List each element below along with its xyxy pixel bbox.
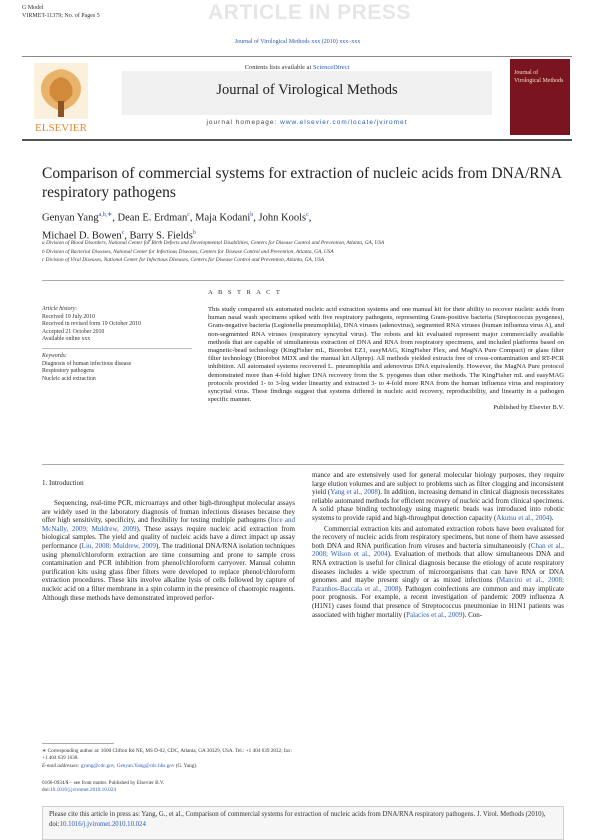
keyword-item: Nucleic acid extraction [42, 375, 96, 382]
affiliation-c: c Division of Viral Diseases, National Center for Infectious Diseases, Centers for Disease Control and Prevention, Atlanta, GA, USA [42, 257, 325, 263]
publisher-note: Published by Elsevier B.V. [493, 404, 564, 412]
section-heading-introduction: 1. Introduction [42, 479, 84, 487]
author-separator: , [124, 230, 130, 241]
text-run: ). Evaluation of methods that allow simultaneous DNA and RNA extraction is useful for clinical diagnosis because the etiology of acute respiratory diseases includes a wide spectrum of microorganisms that can have RNA or DNA genomes and maybe present singly or as mixed infections ( [312, 550, 564, 585]
citation-link[interactable]: Mancini et al., 2008; Paranhos-Baccala et al., 2008 [312, 576, 564, 593]
keyword-item: Diagnosis of human infectious disease [42, 360, 132, 367]
citation-link[interactable]: Ince and McNally, 2009; Muldrew, 2009 [42, 516, 295, 533]
author-affiliation-marker[interactable]: b [192, 229, 196, 236]
gmodel-label: G Model [22, 5, 44, 11]
affiliation-b: b Division of Bacterial Diseases, National Center for Infectious Diseases, Centers for Disease Control and Prevention, Atlanta, GA, USA [42, 248, 334, 255]
article-title: Comparison of commercial systems for extraction of nucleic acids from DNA/RNA respiratory pathogens [42, 165, 562, 201]
author-name: John Kools [258, 212, 307, 224]
journal-title: Journal of Virological Methods [216, 82, 398, 98]
paragraph [312, 525, 564, 620]
email-line [42, 763, 295, 770]
author-affiliation-marker[interactable]: a,b,∗ [98, 212, 113, 218]
author-separator: , [308, 212, 312, 224]
author-name: Maja Kodani [195, 212, 251, 224]
text-run: ). In addition, increasing demand in clinical diagnosis necessitates reliable automated methods for efficient recovery of nucleic acid from clinical specimens. A solid phase binding technology using magnetic beads was introduced into robotic systems to provide rapid and high-throughput detection capacity ( [312, 488, 565, 522]
article-in-press-banner: ARTICLE IN PRESS [208, 1, 411, 24]
elsevier-wordmark: ELSEVIER [35, 122, 87, 134]
text-run: Commercial extraction kits and automated extraction robots have been evaluated for the recovery of nucleic acids from respiratory specimens, but none of them have assessed both DNA and RNA purification from viruses and bacteria simultaneously ( [312, 524, 564, 550]
issn-block [42, 780, 295, 795]
history-revised: Received in revised form 19 October 2010 [42, 321, 141, 328]
author-affiliation-marker[interactable]: c [121, 229, 125, 236]
email-label: E-mail addresses: [42, 762, 81, 769]
text-run: ). [549, 513, 554, 522]
corresponding-address: ∗ Corresponding author at: 1600 Clifton Rd NE, MS D-02, CDC, Atlanta, GA 30329, USA. Tel.: +1 404 639 2832; fax: +1 404 639 1638. [42, 748, 292, 762]
author-list [42, 208, 562, 243]
journal-cover-image [510, 59, 570, 135]
doi-label: doi: [42, 787, 51, 794]
issn-line: 0166-0934/$ – see front matter. Published by Elsevier B.V. [42, 780, 165, 786]
keyword-item: Respiratory pathogens [42, 368, 94, 375]
citation-link[interactable]: Yang et al., 2008 [330, 488, 378, 497]
affiliation-a: a Division of Blood Disorders, National Center for Birth Defects and Developmental Disabilities, Centers for Disease Control and Prevention, Atlanta, GA, USA [42, 240, 385, 246]
corresponding-author-footnote [42, 748, 295, 770]
text-run: ). The traditional DNA/RNA isolation techniques using phenol/chloroform extraction are time consuming and prone to sample cross contamination and PCR inhibition from phenol/chloroform carryover. Manual column purification kits using glass fiber filters were developed to replace phenol/chloroform extraction procedures. These kits involve alkaline lysis of cells followed by capture of nucleic acid on a filter membrane in a spin column in the presence of chaotropic reagents. Although these methods have demonstrated improved perfor- [42, 541, 295, 602]
email-links[interactable]: gyang@cdc.gov, Genyan.Yang@cdc.hhs.gov [80, 762, 175, 769]
footnote-divider [42, 743, 114, 744]
journal-reference-link[interactable]: Journal of Virological Methods xxx (2010) xxx–xxx [234, 39, 361, 45]
citation-link[interactable]: Palacios et al., 2009 [406, 610, 463, 619]
abstract-text: This study compared six automated nucleic acid extraction systems and one manual kit for their ability to recover nucleic acids from human nasal wash specimens spiked with five respiratory pathogens, representing Gram-positive bacteria (Streptococcus pyogenes), Gram-negative bacteria (Legionella pneumophila), DNA viruses (adenovirus), segmented RNA viruses (human influenza virus A), and non-segmented RNA viruses (respiratory syncytial virus). The robots and kit evaluated represent major commercially available methods that are capable of simultaneous extraction of DNA and RNA from respiratory specimens, and included platforms based on magnetic-bead technology (KingFisher mL, Biorobot EZ1, easyMAG, KingFisher Flex, and MagNA Pure Compact) or glass filter filter technology (Biorobot MDX and the manual kit Allprep). All methods yielded extracts free of cross-contamination and RT-PCR inhibition. All automated systems recovered L. pneumophila and adenovirus DNA equivalently. However, the MagNA Pure protocol demonstrated more than 4-fold higher DNA recovery from the S. pyogenes than other methods. The KingFisher mL and easyMAG protocols provided 1- to 3-log wider linearity and extracted 3- to 4-fold more RNA from the human influenza virus and respiratory syncytial virus. These findings suggest that systems differed in nucleic acid recovery, reproducibility, and linearity in a pathogen specific manner. [208, 306, 564, 404]
article-id-line [22, 12, 100, 20]
info-divider [42, 348, 192, 349]
citation-text: Please cite this article in press as: Yang, G., et al., Comparison of commercial systems for extraction of nucleic acids from DNA/RNA respiratory pathogens. J. Virol. Methods (2010), doi: [49, 811, 546, 828]
text-run: ). Con- [462, 610, 483, 619]
text-run: Sequencing, real-time PCR, microarrays and other high-throughput molecular assays are widely used in the laboratory diagnosis of human infectious diseases because they offer high sensitivity, specificity, and flexibility for testing multiple pathogens ( [42, 499, 295, 525]
page-count: No. of Pages 5 [64, 13, 100, 19]
keywords-heading: Keywords: [42, 352, 67, 359]
body-column-left [42, 499, 295, 604]
citation-link[interactable]: Chan et al., 2008; Wilson et al., 2004 [312, 541, 564, 559]
article-id: VIRMET-11379; [22, 13, 63, 19]
history-heading: Article history: [42, 306, 78, 312]
homepage-url-link[interactable]: www.elsevier.com/locate/jviromet [280, 119, 408, 126]
author-affiliation-marker[interactable]: b [250, 212, 254, 218]
author-name: Dean E. Erdman [117, 212, 188, 224]
cover-title: Journal of Virological Methods [514, 70, 564, 84]
author-name: Barry S. Fields [129, 230, 193, 241]
contents-prefix: Contents lists available at [244, 64, 313, 71]
abstract-body [208, 306, 564, 413]
contents-line [22, 64, 572, 71]
abstract-heading: A B S T R A C T [208, 289, 282, 296]
journal-homepage [122, 119, 492, 126]
affiliations [42, 239, 562, 265]
homepage-label: journal homepage: [206, 119, 281, 126]
author-affiliation-marker[interactable]: c [306, 212, 309, 218]
author-name: Michael D. Bowen [42, 230, 122, 241]
citation-link[interactable]: Akutsu et al., 2004 [496, 513, 550, 522]
history-online: Available online xxx [42, 336, 91, 343]
divider [42, 464, 564, 465]
text-run: mance and are extensively used for general molecular biology purposes, they require large elution volumes and are subject to problems such as filter clogging and inconsistent yield ( [312, 471, 564, 497]
author-name: Genyan Yang [42, 212, 99, 224]
history-accepted: Accepted 21 October 2010 [42, 328, 105, 335]
body-column-right [312, 471, 564, 621]
citation-doi-link[interactable]: 10.1016/j.jviromet.2010.10.024 [59, 821, 146, 828]
text-run: ). These assays require nucleic acid extraction from biological samples. The yield and quality of nucleic acids have a direct impact up assay performance ( [42, 524, 295, 550]
journal-masthead [22, 56, 572, 141]
article-info [42, 306, 192, 383]
citation-link[interactable]: Liu, 2008; Muldrew, 2009 [81, 541, 156, 550]
doi-link[interactable]: 10.1016/j.jviromet.2010.10.024 [50, 787, 116, 794]
gmodel-info [22, 4, 100, 20]
email-suffix: (G. Yang). [174, 762, 198, 769]
paragraph [42, 499, 295, 602]
author-affiliation-marker[interactable]: c [187, 212, 190, 218]
history-received: Received 19 July 2010 [42, 313, 95, 320]
paragraph [312, 471, 564, 523]
citation-box [42, 806, 564, 840]
author-separator: , [112, 212, 118, 224]
sciencedirect-link[interactable]: ScienceDirect [312, 64, 350, 71]
author-separator: , [189, 212, 196, 224]
divider [42, 280, 564, 281]
text-run: ). Pathogen coinfections are common and may implicate poor prognosis. For example, a recent investigation of pandemic 2009 influenza A (H1N1) cases found that presence of Streptococcus pneumoniae in H1N1 patients was associated with higher mortality ( [312, 584, 564, 619]
author-separator: , [253, 212, 259, 224]
